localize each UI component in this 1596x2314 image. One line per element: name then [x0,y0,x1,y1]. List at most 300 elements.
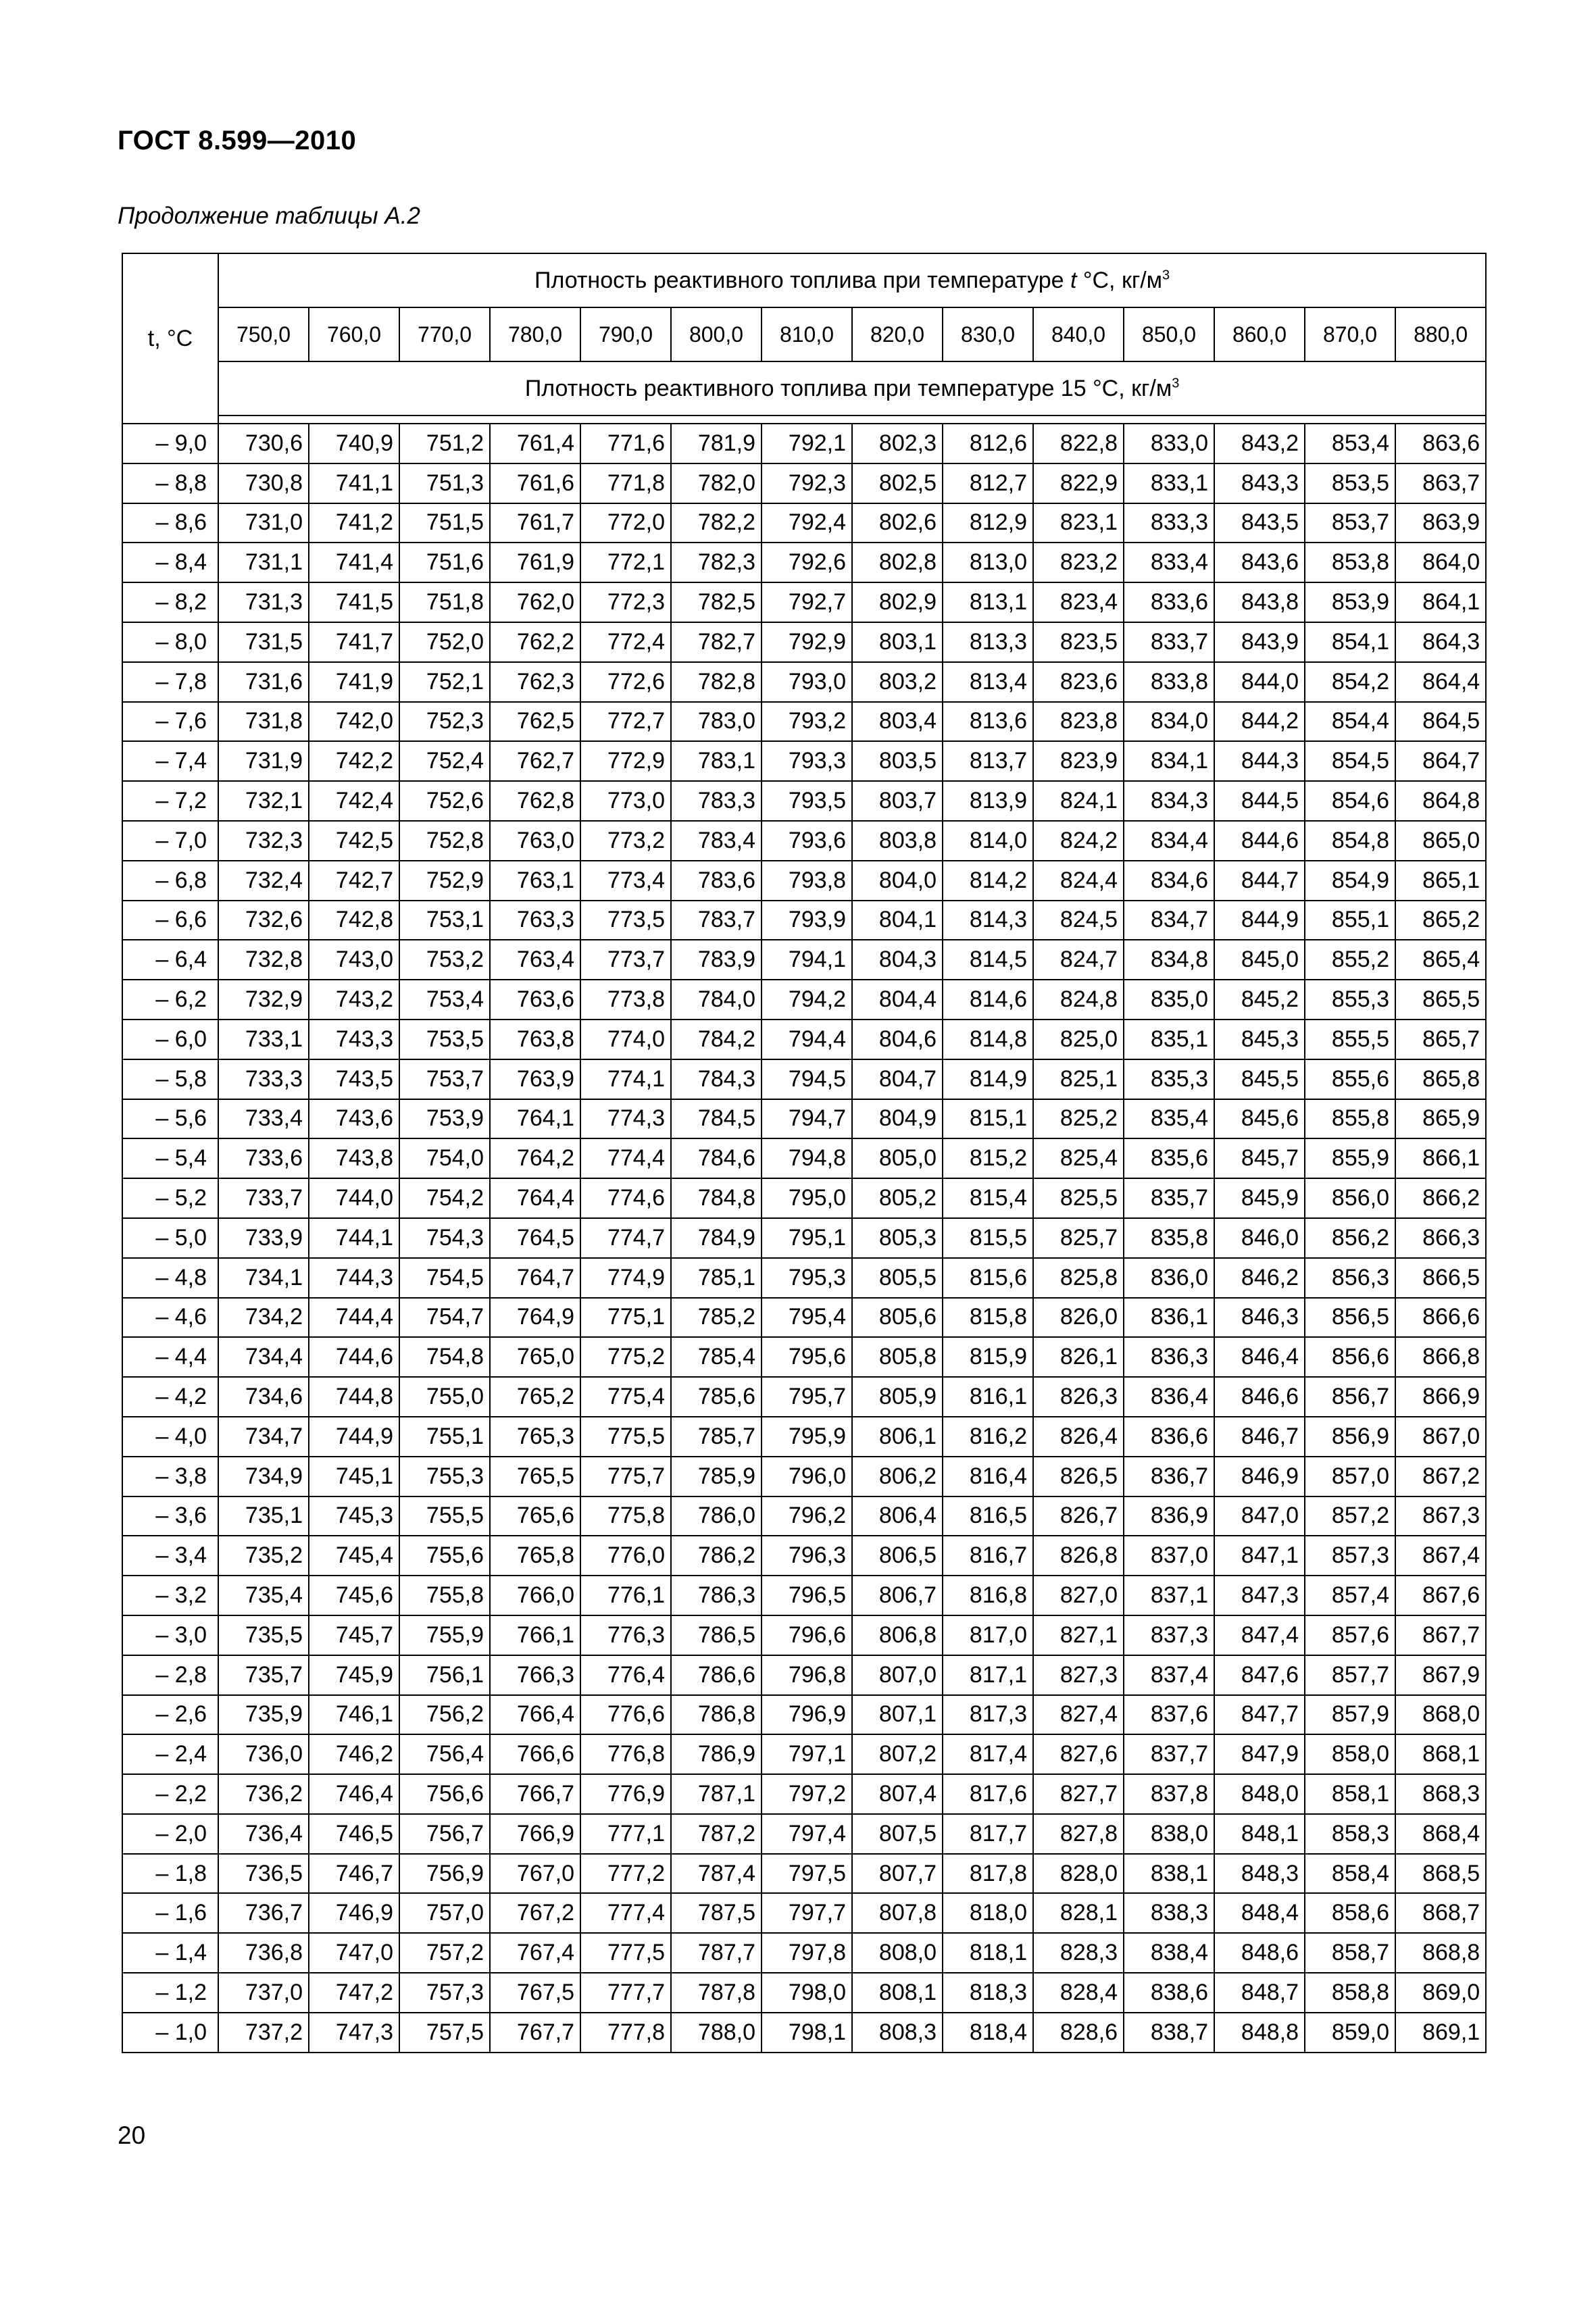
density-cell: 858,7 [1305,1933,1395,1973]
density-cell: 771,8 [580,463,671,503]
density-cell: 867,0 [1395,1417,1486,1457]
density-cell: 857,2 [1305,1496,1395,1536]
column-header-cell: 810,0 [762,307,852,361]
row-header-label: t, °C [147,325,193,351]
table-row [122,543,1486,582]
density-cell: 787,2 [671,1814,762,1854]
density-cell: 857,0 [1305,1457,1395,1496]
density-cell: 732,1 [218,781,309,821]
temperature-cell: – 9,0 [122,424,218,463]
density-cell: 855,1 [1305,901,1395,940]
density-cell: 854,8 [1305,821,1395,861]
temperature-cell: – 1,2 [122,1973,218,2013]
table-row [122,741,1486,781]
density-cell: 864,5 [1395,702,1486,742]
density-cell: 775,1 [580,1298,671,1338]
density-cell: 812,9 [943,503,1033,543]
density-cell: 794,5 [762,1059,852,1099]
density-cell: 823,4 [1033,582,1124,622]
density-cell: 745,3 [309,1496,399,1536]
density-cell: 746,4 [309,1774,399,1814]
density-cell: 740,9 [309,424,399,463]
density-cell: 806,8 [852,1615,943,1655]
density-cell: 742,4 [309,781,399,821]
density-cell: 802,6 [852,503,943,543]
density-cell: 843,6 [1214,543,1305,582]
density-cell: 794,2 [762,980,852,1020]
density-cell: 865,9 [1395,1099,1486,1139]
density-cell: 843,5 [1214,503,1305,543]
density-cell: 773,8 [580,980,671,1020]
density-cell: 837,6 [1124,1695,1214,1735]
density-cell: 776,8 [580,1734,671,1774]
top-header [218,253,1486,307]
density-cell: 795,6 [762,1337,852,1377]
density-cell: 853,9 [1305,582,1395,622]
column-header-cell: 830,0 [943,307,1033,361]
density-cell: 858,4 [1305,1854,1395,1894]
density-cell: 796,8 [762,1655,852,1695]
density-cell: 793,0 [762,662,852,702]
density-cell: 834,7 [1124,901,1214,940]
density-cell: 746,7 [309,1854,399,1894]
density-cell: 743,6 [309,1099,399,1139]
density-cell: 755,1 [399,1417,490,1457]
density-cell: 848,8 [1214,2013,1305,2053]
density-cell: 767,0 [490,1854,580,1894]
header-spacer-row [122,416,1486,424]
density-cell: 744,3 [309,1258,399,1298]
density-cell: 742,0 [309,702,399,742]
density-cell: 753,5 [399,1020,490,1059]
density-cell: 833,8 [1124,662,1214,702]
density-cell: 835,3 [1124,1059,1214,1099]
density-cell: 736,4 [218,1814,309,1854]
density-cell: 733,1 [218,1020,309,1059]
column-header-cell: 760,0 [309,307,399,361]
density-cell: 863,7 [1395,463,1486,503]
density-cell: 731,8 [218,702,309,742]
density-cell: 806,4 [852,1496,943,1536]
density-cell: 866,5 [1395,1258,1486,1298]
density-cell: 756,7 [399,1814,490,1854]
density-cell: 733,3 [218,1059,309,1099]
density-cell: 856,7 [1305,1377,1395,1417]
density-cell: 796,6 [762,1615,852,1655]
density-cell: 731,5 [218,622,309,662]
density-cell: 734,9 [218,1457,309,1496]
density-cell: 825,5 [1033,1178,1124,1218]
density-cell: 865,4 [1395,940,1486,980]
density-cell: 866,2 [1395,1178,1486,1218]
temperature-cell: – 6,2 [122,980,218,1020]
density-cell: 865,0 [1395,821,1486,861]
density-cell: 777,7 [580,1973,671,2013]
density-cell: 845,3 [1214,1020,1305,1059]
density-cell: 868,8 [1395,1933,1486,1973]
density-cell: 837,1 [1124,1576,1214,1615]
density-cell: 808,3 [852,2013,943,2053]
table-row [122,1059,1486,1099]
density-cell: 803,5 [852,741,943,781]
density-cell: 797,2 [762,1774,852,1814]
density-cell: 741,7 [309,622,399,662]
density-cell: 865,2 [1395,901,1486,940]
density-cell: 865,1 [1395,861,1486,901]
density-cell: 836,6 [1124,1417,1214,1457]
density-cell: 787,7 [671,1933,762,1973]
table-row [122,622,1486,662]
density-cell: 869,0 [1395,1973,1486,2013]
density-cell: 845,2 [1214,980,1305,1020]
density-cell: 755,8 [399,1576,490,1615]
density-cell: 837,7 [1124,1734,1214,1774]
density-cell: 786,9 [671,1734,762,1774]
density-cell: 805,0 [852,1138,943,1178]
density-cell: 756,9 [399,1854,490,1894]
density-cell: 732,6 [218,901,309,940]
density-cell: 763,3 [490,901,580,940]
density-cell: 782,3 [671,543,762,582]
density-cell: 805,9 [852,1377,943,1417]
density-cell: 771,6 [580,424,671,463]
density-cell: 822,9 [1033,463,1124,503]
density-cell: 814,3 [943,901,1033,940]
density-cell: 846,2 [1214,1258,1305,1298]
density-cell: 868,7 [1395,1893,1486,1933]
table-row [122,901,1486,940]
density-cell: 761,6 [490,463,580,503]
density-cell: 785,2 [671,1298,762,1338]
page-number: 20 [118,2121,146,2149]
density-cell: 785,9 [671,1457,762,1496]
density-cell: 774,3 [580,1099,671,1139]
table-row [122,2013,1486,2053]
density-cell: 797,1 [762,1734,852,1774]
density-cell: 827,1 [1033,1615,1124,1655]
density-cell: 794,8 [762,1138,852,1178]
density-cell: 786,5 [671,1615,762,1655]
temperature-cell: – 7,0 [122,821,218,861]
density-cell: 765,5 [490,1457,580,1496]
column-header-cell: 820,0 [852,307,943,361]
density-cell: 776,9 [580,1774,671,1814]
density-cell: 836,0 [1124,1258,1214,1298]
density-cell: 816,1 [943,1377,1033,1417]
density-cell: 865,7 [1395,1020,1486,1059]
density-cell: 838,4 [1124,1933,1214,1973]
temperature-cell: – 8,8 [122,463,218,503]
density-cell: 868,1 [1395,1734,1486,1774]
temperature-cell: – 6,8 [122,861,218,901]
density-cell: 792,6 [762,543,852,582]
density-cell: 746,5 [309,1814,399,1854]
density-cell: 735,7 [218,1655,309,1695]
density-cell: 793,5 [762,781,852,821]
density-cell: 745,6 [309,1576,399,1615]
density-cell: 783,7 [671,901,762,940]
table-row [122,1138,1486,1178]
density-cell: 763,1 [490,861,580,901]
density-cell: 786,3 [671,1576,762,1615]
density-cell: 834,0 [1124,702,1214,742]
density-cell: 847,0 [1214,1496,1305,1536]
density-cell: 796,2 [762,1496,852,1536]
density-cell: 793,6 [762,821,852,861]
density-cell: 743,5 [309,1059,399,1099]
density-cell: 864,8 [1395,781,1486,821]
density-cell: 814,6 [943,980,1033,1020]
density-cell: 751,6 [399,543,490,582]
density-cell: 775,8 [580,1496,671,1536]
density-cell: 846,9 [1214,1457,1305,1496]
density-cell: 784,9 [671,1218,762,1258]
density-cell: 773,7 [580,940,671,980]
density-cell: 814,8 [943,1020,1033,1059]
density-cell: 772,3 [580,582,671,622]
density-cell: 756,2 [399,1695,490,1735]
temperature-cell: – 8,2 [122,582,218,622]
temperature-cell: – 4,0 [122,1417,218,1457]
density-cell: 807,0 [852,1655,943,1695]
density-cell: 818,3 [943,1973,1033,2013]
density-cell: 754,7 [399,1298,490,1338]
density-cell: 785,1 [671,1258,762,1298]
density-cell: 785,4 [671,1337,762,1377]
density-cell: 731,6 [218,662,309,702]
table-row [122,1099,1486,1139]
table-row [122,821,1486,861]
table-row [122,1258,1486,1298]
density-cell: 793,2 [762,702,852,742]
density-cell: 817,3 [943,1695,1033,1735]
density-cell: 795,0 [762,1178,852,1218]
density-cell: 766,1 [490,1615,580,1655]
density-cell: 848,3 [1214,1854,1305,1894]
density-cell: 845,5 [1214,1059,1305,1099]
density-cell: 846,0 [1214,1218,1305,1258]
density-cell: 782,5 [671,582,762,622]
density-cell: 731,0 [218,503,309,543]
density-cell: 751,3 [399,463,490,503]
density-cell: 785,7 [671,1417,762,1457]
density-cell: 766,9 [490,1814,580,1854]
density-cell: 787,5 [671,1893,762,1933]
density-cell: 853,8 [1305,543,1395,582]
density-cell: 827,0 [1033,1576,1124,1615]
density-cell: 795,4 [762,1298,852,1338]
density-cell: 855,6 [1305,1059,1395,1099]
density-cell: 756,1 [399,1655,490,1695]
temperature-cell: – 8,0 [122,622,218,662]
density-cell: 815,5 [943,1218,1033,1258]
temperature-cell: – 3,4 [122,1536,218,1576]
density-cell: 747,3 [309,2013,399,2053]
density-cell: 762,8 [490,781,580,821]
density-cell: 787,4 [671,1854,762,1894]
density-cell: 863,9 [1395,503,1486,543]
density-cell: 783,1 [671,741,762,781]
density-cell: 765,8 [490,1536,580,1576]
top-header-text: Плотность реактивного топлива при температуре [534,267,1070,293]
density-cell: 834,4 [1124,821,1214,861]
density-cell: 813,6 [943,702,1033,742]
density-cell: 805,8 [852,1337,943,1377]
density-cell: 741,2 [309,503,399,543]
density-cell: 774,7 [580,1218,671,1258]
density-cell: 784,0 [671,980,762,1020]
density-cell: 804,7 [852,1059,943,1099]
density-cell: 783,9 [671,940,762,980]
density-cell: 743,8 [309,1138,399,1178]
column-header-cell: 770,0 [399,307,490,361]
density-cell: 848,6 [1214,1933,1305,1973]
density-cell: 813,0 [943,543,1033,582]
column-header-cell: 850,0 [1124,307,1214,361]
density-cell: 828,0 [1033,1854,1124,1894]
density-cell: 804,9 [852,1099,943,1139]
density-cell: 766,7 [490,1774,580,1814]
density-cell: 763,0 [490,821,580,861]
density-cell: 755,5 [399,1496,490,1536]
density-cell: 868,5 [1395,1854,1486,1894]
density-cell: 805,2 [852,1178,943,1218]
density-cell: 776,6 [580,1695,671,1735]
density-cell: 762,2 [490,622,580,662]
density-cell: 753,1 [399,901,490,940]
density-cell: 857,7 [1305,1655,1395,1695]
temperature-cell: – 6,0 [122,1020,218,1059]
density-cell: 855,2 [1305,940,1395,980]
density-cell: 858,1 [1305,1774,1395,1814]
density-cell: 817,6 [943,1774,1033,1814]
density-cell: 773,5 [580,901,671,940]
density-cell: 847,7 [1214,1695,1305,1735]
density-cell: 854,6 [1305,781,1395,821]
density-cell: 803,4 [852,702,943,742]
density-cell: 764,2 [490,1138,580,1178]
temperature-cell: – 2,4 [122,1734,218,1774]
density-cell: 788,0 [671,2013,762,2053]
density-cell: 813,4 [943,662,1033,702]
table-row [122,1178,1486,1218]
density-cell: 777,1 [580,1814,671,1854]
density-cell: 735,5 [218,1615,309,1655]
density-cell: 776,1 [580,1576,671,1615]
density-cell: 772,1 [580,543,671,582]
density-cell: 743,3 [309,1020,399,1059]
density-cell: 752,4 [399,741,490,781]
table-row [122,940,1486,980]
density-cell: 775,4 [580,1377,671,1417]
density-cell: 784,2 [671,1020,762,1059]
temperature-cell: – 1,8 [122,1854,218,1894]
density-cell: 825,2 [1033,1099,1124,1139]
density-cell: 786,8 [671,1695,762,1735]
density-cell: 865,5 [1395,980,1486,1020]
density-cell: 764,1 [490,1099,580,1139]
density-cell: 856,9 [1305,1417,1395,1457]
density-cell: 837,4 [1124,1655,1214,1695]
density-cell: 837,8 [1124,1774,1214,1814]
density-cell: 737,2 [218,2013,309,2053]
density-cell: 856,2 [1305,1218,1395,1258]
density-cell: 858,0 [1305,1734,1395,1774]
density-cell: 767,2 [490,1893,580,1933]
density-cell: 775,5 [580,1417,671,1457]
density-cell: 837,3 [1124,1615,1214,1655]
density-cell: 776,0 [580,1536,671,1576]
density-cell: 823,5 [1033,622,1124,662]
temperature-cell: – 5,8 [122,1059,218,1099]
density-cell: 804,0 [852,861,943,901]
density-cell: 845,0 [1214,940,1305,980]
density-cell: 816,2 [943,1417,1033,1457]
density-cell: 803,1 [852,622,943,662]
sub-header-text: Плотность реактивного топлива при температуре 15 °С, кг/м [524,375,1172,401]
density-cell: 858,3 [1305,1814,1395,1854]
density-table [122,253,1487,2053]
density-cell: 855,9 [1305,1138,1395,1178]
density-cell: 834,6 [1124,861,1214,901]
density-cell: 869,1 [1395,2013,1486,2053]
density-cell: 767,4 [490,1933,580,1973]
density-cell: 782,2 [671,503,762,543]
density-cell: 736,5 [218,1854,309,1894]
density-cell: 818,4 [943,2013,1033,2053]
table-row [122,424,1486,463]
density-cell: 772,0 [580,503,671,543]
density-cell: 807,7 [852,1854,943,1894]
density-cell: 843,9 [1214,622,1305,662]
density-cell: 792,4 [762,503,852,543]
density-cell: 812,7 [943,463,1033,503]
density-cell: 751,5 [399,503,490,543]
density-cell: 848,7 [1214,1973,1305,2013]
table-row [122,1814,1486,1854]
density-cell: 848,1 [1214,1814,1305,1854]
density-cell: 753,9 [399,1099,490,1139]
density-cell: 731,1 [218,543,309,582]
density-cell: 772,4 [580,622,671,662]
density-cell: 815,8 [943,1298,1033,1338]
density-cell: 823,9 [1033,741,1124,781]
density-cell: 844,3 [1214,741,1305,781]
density-cell: 761,9 [490,543,580,582]
density-cell: 736,0 [218,1734,309,1774]
density-cell: 825,0 [1033,1020,1124,1059]
density-cell: 815,6 [943,1258,1033,1298]
density-cell: 745,1 [309,1457,399,1496]
density-cell: 856,5 [1305,1298,1395,1338]
density-cell: 827,8 [1033,1814,1124,1854]
density-cell: 744,1 [309,1218,399,1258]
density-cell: 823,2 [1033,543,1124,582]
density-cell: 835,6 [1124,1138,1214,1178]
top-header-superscript: 3 [1162,268,1170,283]
density-cell: 786,0 [671,1496,762,1536]
density-cell: 826,7 [1033,1496,1124,1536]
density-cell: 765,2 [490,1377,580,1417]
density-cell: 835,1 [1124,1020,1214,1059]
temperature-cell: – 4,6 [122,1298,218,1338]
table-header-row-sub [122,361,1486,416]
density-cell: 733,4 [218,1099,309,1139]
density-cell: 775,7 [580,1457,671,1496]
density-cell: 792,3 [762,463,852,503]
sub-header [218,361,1486,416]
column-header-cell: 880,0 [1395,307,1486,361]
